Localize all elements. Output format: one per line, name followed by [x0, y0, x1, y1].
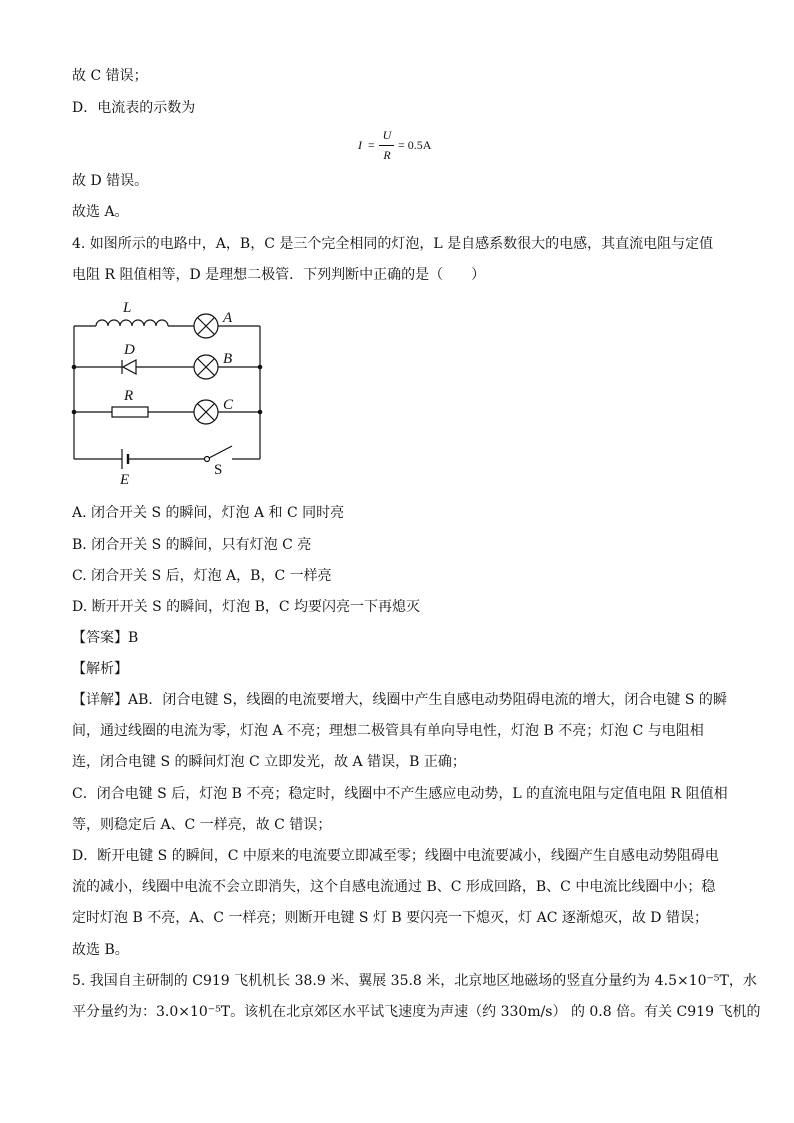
label-lamp-a: A — [223, 310, 233, 326]
q4-option-a: A. 闭合开关 S 的瞬间，灯泡 A 和 C 同时亮 — [72, 505, 345, 521]
q4-option-d: D. 断开开关 S 的瞬间，灯泡 B，C 均要闪亮一下再熄灭 — [72, 599, 421, 615]
label-resistor: R — [124, 388, 134, 404]
circuit-diagram — [68, 296, 268, 486]
q4-detail-line: 等，则稳定后 A、C 一样亮，故 C 错误； — [72, 817, 332, 833]
formula-eq: = — [368, 138, 375, 152]
q4-detail-line: 故选 B。 — [72, 942, 129, 958]
q4-detail-line: 【详解】AB．闭合电键 S，线圈的电流要增大，线圈中产生自感电动势阻碍电流的增大，闭合电键 S 的瞬 — [72, 692, 727, 708]
diode-icon — [123, 360, 136, 374]
prev-d-wrong: 故 D 错误。 — [72, 173, 149, 189]
fraction-bar — [379, 145, 394, 146]
label-lamp-c: C — [223, 397, 234, 413]
q4-stem-line-2: 电阻 R 阻值相等，D 是理想二极管．下列判断中正确的是（ ） — [72, 267, 486, 283]
q4-detail-line: C．闭合电键 S 后，灯泡 B 不亮；稳定时，线圈中不产生感应电动势，L 的直流电阻与定值电阻 R 阻值相 — [72, 786, 728, 802]
q4-detail-line: 流的减小，线圈中电流不会立即消失，这个自感电流通过 B、C 形成回路，B、C 中电流比线圈中小；稳 — [72, 879, 716, 895]
label-inductor: L — [123, 300, 132, 316]
q5-line-2: 平分量约为：3.0×10⁻⁵T。该机在北京郊区水平试飞速度为声速（约 330m/s） 的 0.8 倍。有关 C919 飞机的 — [72, 1004, 761, 1020]
q4-detail-line: D．断开电键 S 的瞬间，C 中原来的电流要立即减至零；线圈中电流要减小，线圈产生自感电动势阻碍电 — [72, 848, 719, 864]
label-lamp-b: B — [223, 351, 233, 367]
q4-detail-line: 定时灯泡 B 不亮，A、C 一样亮；则断开电键 S 灯 B 要闪亮一下熄灭，灯 AC 逐渐熄灭，故 D 错误； — [72, 910, 708, 926]
q4-stem-line-1: 4. 如图所示的电路中，A，B，C 是三个完全相同的灯泡，L 是自感系数很大的电感，其直流电阻与定值 — [72, 236, 714, 252]
prev-d-head: D．电流表的示数为 — [72, 100, 196, 116]
current-formula — [358, 128, 448, 164]
formula-numerator: U — [382, 128, 392, 142]
label-emf: E — [120, 472, 130, 486]
q4-option-c: C. 闭合开关 S 后，灯泡 A，B，C 一样亮 — [72, 568, 332, 584]
q4-option-b: B. 闭合开关 S 的瞬间，只有灯泡 C 亮 — [72, 537, 312, 553]
prev-c-wrong: 故 C 错误； — [72, 68, 148, 84]
prev-choose: 故选 A。 — [72, 204, 129, 220]
q4-detail-line: 连，闭合电键 S 的瞬间灯泡 C 立即发光，故 A 错误，B 正确； — [72, 754, 466, 770]
label-switch: S — [214, 462, 223, 478]
label-diode: D — [124, 342, 135, 358]
q4-detail-line: 间，通过线圈的电流为零，灯泡 A 不亮；理想二极管具有单向导电性，灯泡 B 不亮；灯泡 C 与电阻相 — [72, 723, 704, 739]
q4-analysis-heading: 【解析】 — [72, 661, 128, 677]
q4-answer: 【答案】B — [72, 630, 139, 646]
q5-line-1: 5. 我国自主研制的 C919 飞机机长 38.9 米、翼展 35.8 米，北京地区地磁场的竖直分量约为 4.5×10⁻⁵T，水 — [72, 973, 757, 989]
formula-denominator: R — [383, 148, 391, 162]
formula-lhs: I — [358, 138, 362, 152]
formula-rhs: = 0.5A — [398, 138, 432, 152]
